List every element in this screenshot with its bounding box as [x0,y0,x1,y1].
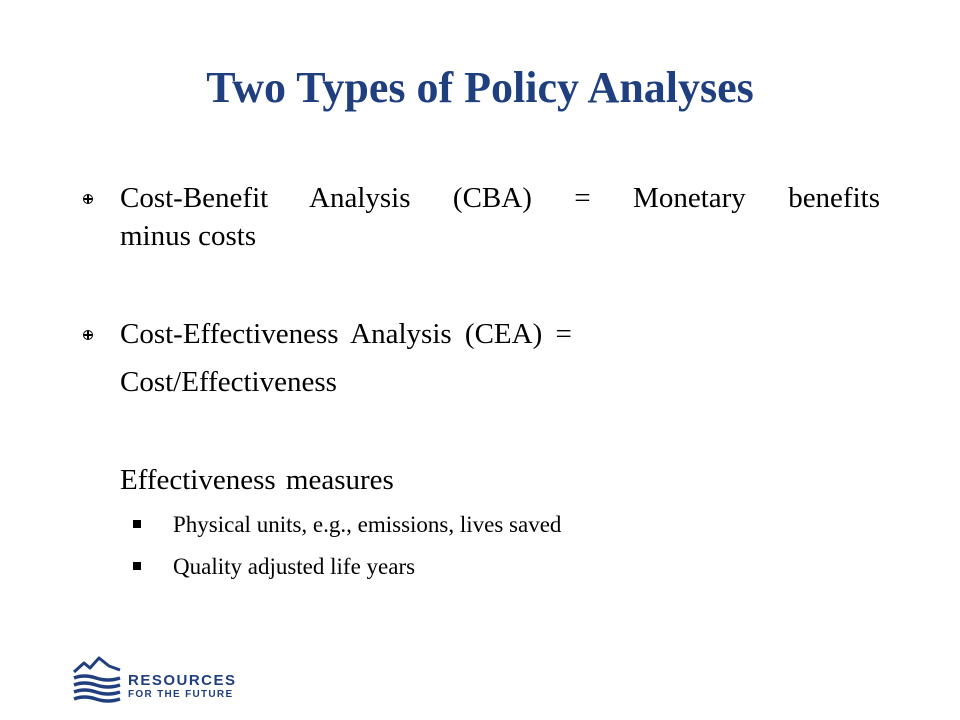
sub-bullet-text: Quality adjusted life years [173,554,416,579]
sub-bullet-text: Physical units, e.g., emissions, lives saved [173,512,562,537]
bullet-cba [80,180,880,252]
effectiveness-heading: Effectiveness measures [120,464,394,496]
circle-bullet-icon [83,330,93,340]
bullet-cea-line2: Cost/Effectiveness [120,366,337,398]
logo-text-for-the-future: FOR THE FUTURE [128,689,234,700]
logo-text-resources: RESOURCES [128,672,237,689]
circle-bullet-icon [83,194,93,204]
square-bullet-icon [133,520,141,528]
bullet-cba-line2: minus costs [120,220,257,252]
bullet-cea [80,316,880,352]
bullet-cea-line1: Cost-Effectiveness Analysis (CEA) = [120,318,572,350]
resources-for-the-future-logo [72,656,272,704]
mountain-logo-icon [72,656,122,704]
square-bullet-icon [133,562,141,570]
bullet-cba-line1: Cost-Benefit Analysis (CBA) = Monetary benefits [120,182,880,214]
slide-title: Two Types of Policy Analyses [206,63,754,112]
